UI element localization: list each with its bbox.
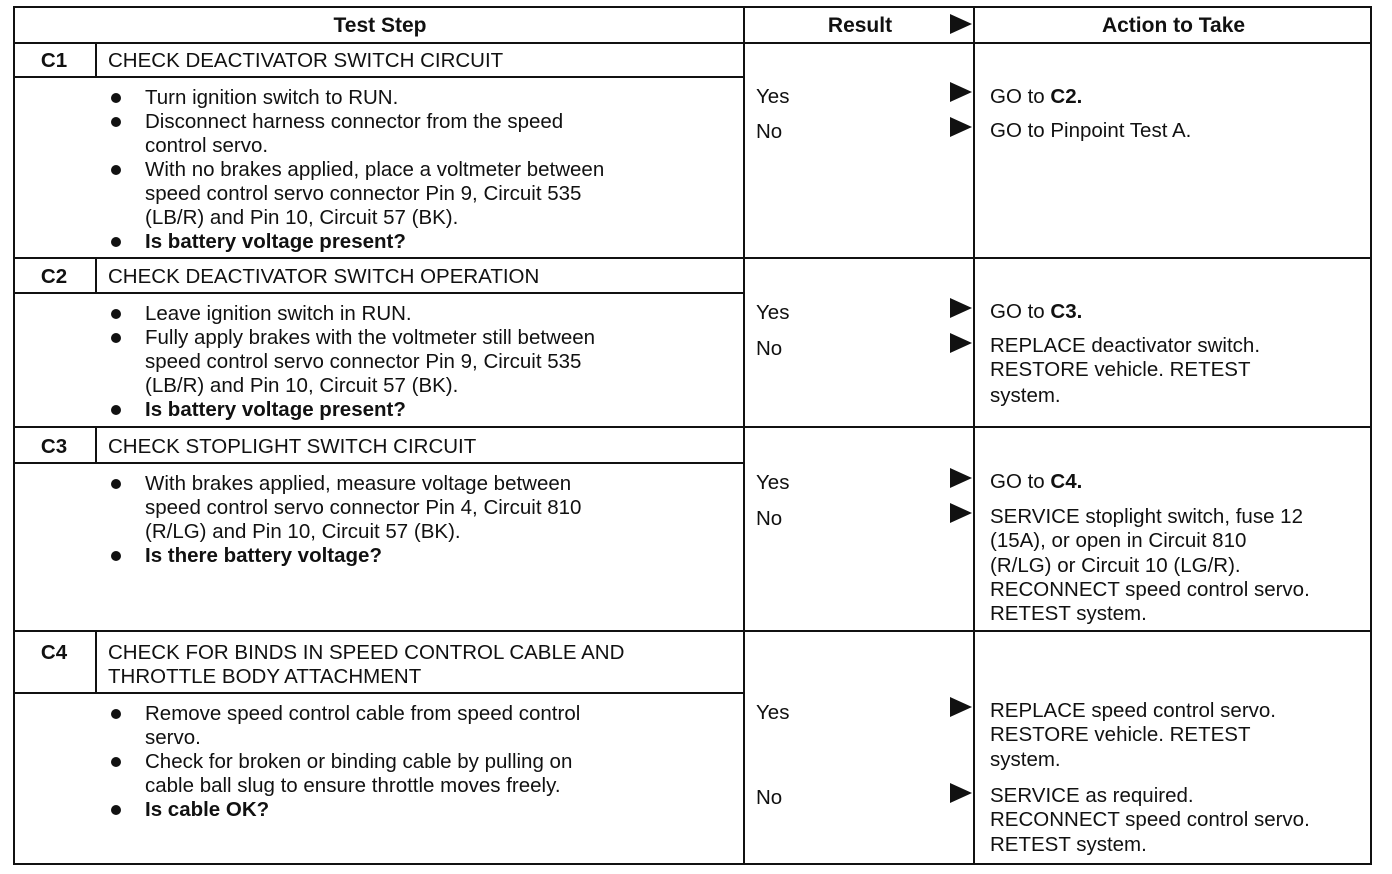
step-title-c3: CHECK STOPLIGHT SWITCH CIRCUIT (108, 435, 477, 458)
action-c4-no-line-3: RETEST system. (990, 833, 1147, 856)
bullet-icon (111, 93, 121, 103)
step-c2-question: Is battery voltage present? (145, 398, 406, 421)
bullet-icon (111, 237, 121, 247)
step-c3-bullet-1-line-2: speed control servo connector Pin 4, Circuit 810 (145, 496, 582, 519)
arrow-icon (950, 783, 972, 803)
step-title-c2: CHECK DEACTIVATOR SWITCH OPERATION (108, 265, 540, 288)
arrow-icon (950, 82, 972, 102)
step-id-c4: C4 (40, 641, 68, 664)
result-c2-yes: Yes (756, 301, 790, 324)
step-id-c3: C3 (40, 435, 68, 458)
action-c3-no-line-3: (R/LG) or Circuit 10 (LG/R). (990, 554, 1241, 577)
step-c2-bullet-2-line-1: Fully apply brakes with the voltmeter still between (145, 326, 596, 349)
result-c4-yes: Yes (756, 701, 790, 724)
action-c3-yes: GO to C4. (990, 470, 1083, 493)
arrow-icon (950, 333, 972, 353)
result-c2-no: No (756, 337, 783, 360)
header-arrow-icon (950, 14, 972, 34)
step-title-c1: CHECK DEACTIVATOR SWITCH CIRCUIT (108, 49, 504, 72)
bullet-icon (111, 405, 121, 415)
result-c1-yes: Yes (756, 85, 790, 108)
step-c1-bullet-3-line-1: With no brakes applied, place a voltmeter between (145, 158, 605, 181)
step-id-c2: C2 (40, 265, 68, 288)
arrow-icon (950, 298, 972, 318)
step-c1-bullet-3-line-2: speed control servo connector Pin 9, Circuit 535 (145, 182, 582, 205)
action-c4-yes-line-3: system. (990, 748, 1061, 771)
step-c3-bullet-1-line-3: (R/LG) and Pin 10, Circuit 57 (BK). (145, 520, 461, 543)
bullet-icon (111, 165, 121, 175)
step-c2-bullet-1: Leave ignition switch in RUN. (145, 302, 412, 325)
arrow-icon (950, 697, 972, 717)
step-c3-bullet-1-line-1: With brakes applied, measure voltage between (145, 472, 572, 495)
step-c1-question: Is battery voltage present? (145, 230, 406, 253)
step-c3-question: Is there battery voltage? (145, 544, 382, 567)
step-c4-bullet-1-line-2: servo. (145, 726, 201, 749)
arrow-icon (950, 117, 972, 137)
action-c4-yes-line-1: REPLACE speed control servo. (990, 699, 1276, 722)
step-divider-c4 (15, 630, 1370, 632)
result-c3-no: No (756, 507, 783, 530)
action-c3-no-line-4: RECONNECT speed control servo. (990, 578, 1310, 601)
step-c1-bullet-1: Turn ignition switch to RUN. (145, 86, 399, 109)
step-c4-bullet-1-line-1: Remove speed control cable from speed control (145, 702, 581, 725)
action-c3-no-line-5: RETEST system. (990, 602, 1147, 625)
header-test-step: Test Step (333, 14, 427, 37)
bullet-icon (111, 757, 121, 767)
result-c4-no: No (756, 786, 783, 809)
step-c4-bullet-2-line-1: Check for broken or binding cable by pulling on (145, 750, 573, 773)
step-divider-c2 (15, 257, 1370, 259)
step-c4-bullet-2-line-2: cable ball slug to ensure throttle moves freely. (145, 774, 561, 797)
action-c2-no-line-3: system. (990, 384, 1061, 407)
step-c1-bullet-2-line-1: Disconnect harness connector from the speed (145, 110, 564, 133)
action-c2-no-line-1: REPLACE deactivator switch. (990, 334, 1261, 357)
test-procedure-table (13, 6, 1372, 865)
bullet-icon (111, 333, 121, 343)
bullet-icon (111, 709, 121, 719)
id-divider-c2 (95, 257, 97, 292)
result-c3-yes: Yes (756, 471, 790, 494)
step-id-c1: C1 (40, 49, 68, 72)
arrow-icon (950, 503, 972, 523)
action-c1-yes: GO to C2. (990, 85, 1083, 108)
action-c3-no-line-2: (15A), or open in Circuit 810 (990, 529, 1247, 552)
column-divider-result (743, 8, 745, 863)
bullet-icon (111, 309, 121, 319)
step-c1-bullet-2-line-2: control servo. (145, 134, 269, 157)
title-divider-c4 (15, 692, 743, 694)
action-c2-no-line-2: RESTORE vehicle. RETEST (990, 358, 1251, 381)
bullet-icon (111, 479, 121, 489)
title-divider-c2 (15, 292, 743, 294)
header-action: Action to Take (1101, 14, 1246, 37)
header-divider (15, 42, 1370, 44)
bullet-icon (111, 805, 121, 815)
action-c4-no-line-1: SERVICE as required. (990, 784, 1194, 807)
id-divider-c1 (95, 42, 97, 76)
action-c1-no: GO to Pinpoint Test A. (990, 119, 1192, 142)
step-c2-bullet-2-line-3: (LB/R) and Pin 10, Circuit 57 (BK). (145, 374, 459, 397)
result-c1-no: No (756, 120, 783, 143)
arrow-icon (950, 468, 972, 488)
title-divider-c1 (15, 76, 743, 78)
header-result: Result (827, 14, 893, 37)
title-divider-c3 (15, 462, 743, 464)
step-title-c4-line-2: THROTTLE BODY ATTACHMENT (108, 665, 422, 688)
step-c1-bullet-3-line-3: (LB/R) and Pin 10, Circuit 57 (BK). (145, 206, 459, 229)
bullet-icon (111, 117, 121, 127)
step-c2-bullet-2-line-2: speed control servo connector Pin 9, Circuit 535 (145, 350, 582, 373)
action-c4-yes-line-2: RESTORE vehicle. RETEST (990, 723, 1251, 746)
column-divider-action (973, 8, 975, 863)
id-divider-c4 (95, 630, 97, 692)
id-divider-c3 (95, 426, 97, 462)
bullet-icon (111, 551, 121, 561)
step-c4-question: Is cable OK? (145, 798, 270, 821)
action-c2-yes: GO to C3. (990, 300, 1083, 323)
action-c3-no-line-1: SERVICE stoplight switch, fuse 12 (990, 505, 1303, 528)
action-c4-no-line-2: RECONNECT speed control servo. (990, 808, 1310, 831)
step-divider-c3 (15, 426, 1370, 428)
step-title-c4-line-1: CHECK FOR BINDS IN SPEED CONTROL CABLE AND (108, 641, 625, 664)
